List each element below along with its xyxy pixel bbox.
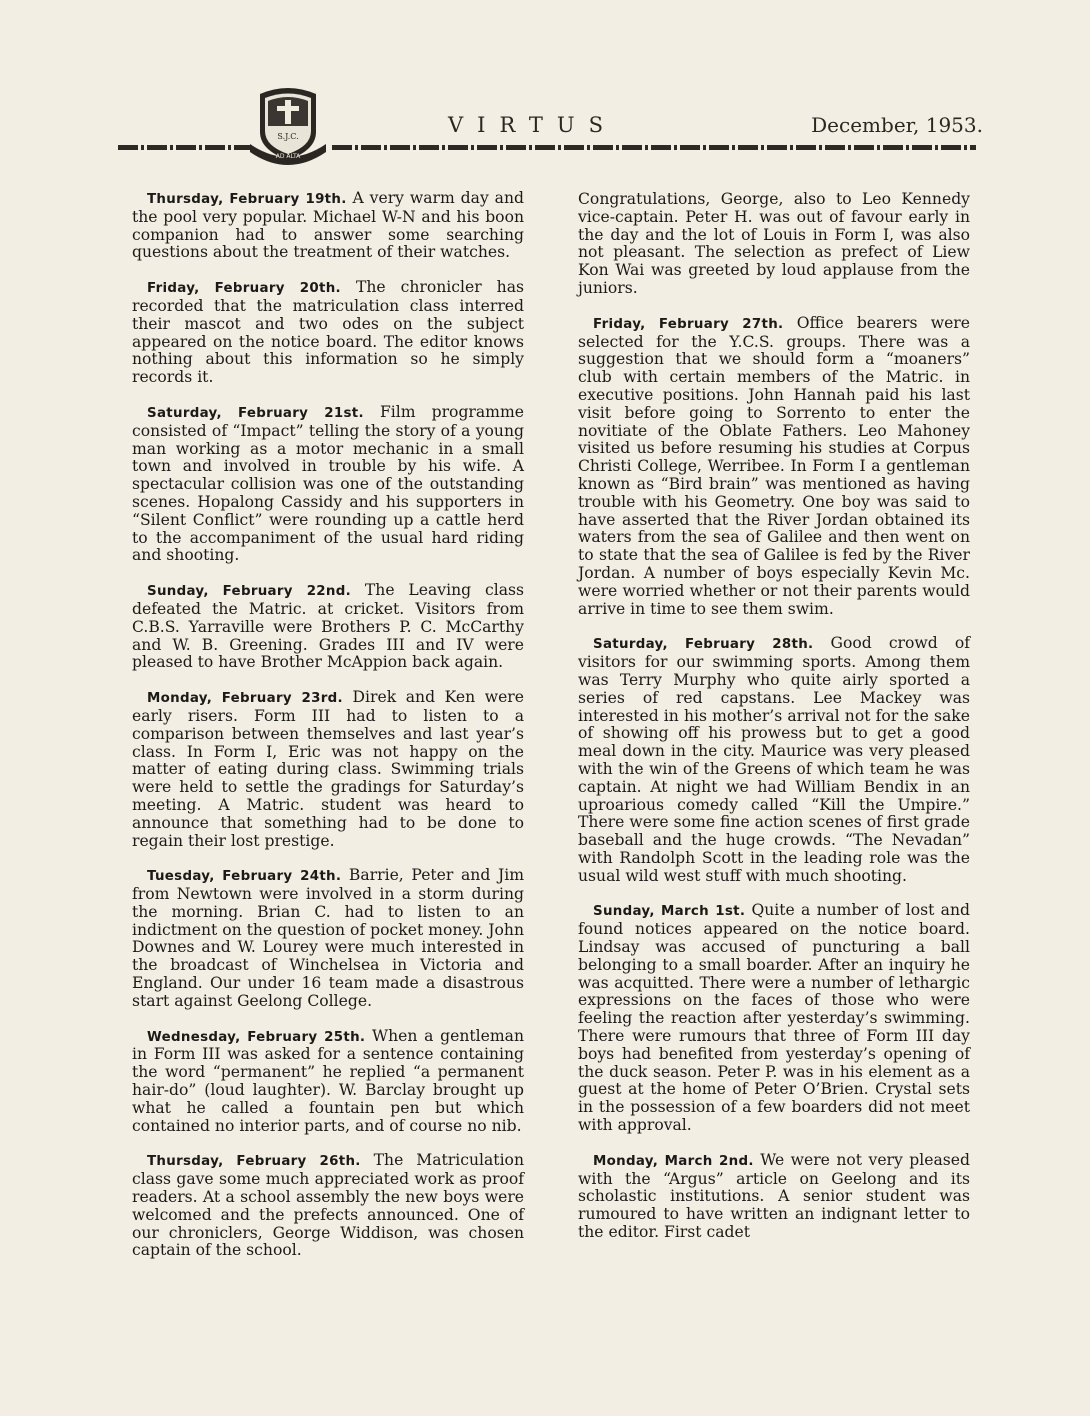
diary-entry [132,689,524,850]
diary-entry [578,635,970,885]
entry-text: Quite a number of lost and found notices appeared on the notice board. Lindsay was accused of puncturing a ball belonging to a small boarder. After an inquiry he was acquitted. There were a number of lethargic expressions on the faces of those who were feeling the reaction after yesterday’s swimming. There were rumours that three of Form III day boys had benefited from yesterday’s opening of the duck season. Peter P. was in his element as a guest at the home of Peter O’Brien. Crystal sets in the possession of a few boarders did not meet with approval. [578,901,970,1135]
entry-date: Sunday, February 22nd. [147,584,352,600]
entry-date: Saturday, February 28th. [593,637,814,653]
diary-entry [578,315,970,619]
entry-text: The chronicler has recorded that the matriculation class interred their mascot and two odes on the subject appeared on the notice board. The editor knows nothing about this information so he simply records it. [132,278,525,387]
crest-motto: AD ALTA [275,153,301,160]
magazine-title: VIRTUS [448,113,617,137]
entry-text: A very warm day and the pool very popular. Michael W-N and his boon companion had to answer some searching questions about the treatment of their watches. [132,189,524,262]
entry-text: Film programme consisted of “Impact” telling the story of a young man working as a motor mechanic in a small town and involved in trouble by his wife. A spectacular collision was one of the outstanding scenes. Hopalong Cassidy and his supporters in “Silent Conflict” were rounding up a cattle herd to the accompaniment of the usual hard riding and shooting. [132,402,524,565]
diary-entry [132,582,524,672]
entry-text: The Matriculation class gave some much appreciated work as proof readers. At a school assembly the new boys were welcomed and the prefects announced. One of our chroniclers, George Widdison, was chosen captain of the school. [132,1151,524,1260]
diary-entry [132,190,524,262]
diary-entry [132,279,524,387]
entry-date: Saturday, February 21st. [147,405,364,421]
diary-entry [132,404,524,565]
entry-date: Thursday, February 19th. [147,192,347,207]
diary-entry [132,1028,524,1136]
entry-text: Office bearers were selected for the Y.C.S. groups. There was a suggestion that we should form a “moaners” club with certain members of the Matric. in executive positions. John Hannah paid his last visit before going to Sorrento to enter the novitiate of the Oblate Fathers. Leo Mahoney visited us before resuming his studies at Corpus Christi College, Werribee. In Form I a gentleman known as “Bird brain” was mentioned as having trouble with his Geometry. One boy was said to have asserted that the River Jordan obtained its waters from the sea of Galilee and then went on to state that the sea of Galilee is fed by the River Jordan. A number of boys especially Kevin Mc. were worried whether or not their parents would arrive in time to see them swim. [578,313,970,618]
continued-paragraph: Congratulations, George, also to Leo Kennedy vice-captain. Peter H. was out of favour early in the day and the lot of Louis in Form I, was also not pleasant. The selection as prefect of Liew Kon Wai was greeted by loud applause from the juniors. [578,190,970,297]
school-crest-icon [246,86,330,166]
entry-date: Monday, March 2nd. [593,1153,754,1169]
entry-text: The Leaving class defeated the Matric. at cricket. Visitors from C.B.S. Yarraville were Brothers P. C. McCarthy and W. B. Greening. Grades III and IV were pleased to have Brother McAppion back again. [132,581,524,672]
decorative-rule-left [118,145,250,150]
diary-entry [132,1152,524,1260]
decorative-rule-right [332,145,976,150]
entry-date: Thursday, February 26th. [147,1154,361,1170]
entry-date: Friday, February 20th. [147,281,341,297]
page-header [0,0,1090,170]
entry-text: When a gentleman in Form III was asked for a sentence containing the word “permanent” he replied “a permanent hair-do” (loud laughter). W. Barclay brought up what he called a fountain pen but which contained no interior parts, and of course no nib. [132,1026,524,1135]
entry-date: Monday, February 23rd. [147,691,343,707]
entry-text: Good crowd of visitors for our swimming sports. Among them was Terry Murphy who quite airly sported a series of red capstans. Lee Mackey was interested in his mother’s arrival not for the sake of showing off his prowess but to get a good meal down in the city. Maurice was very pleased with the win of the Greens of which team he was captain. At night we had William Bendix in an uproarious comedy called “Kill the Umpire.” There were some fine action scenes of first grade baseball and the huge crowds. “The Nevadan” with Randolph Scott in the leading role was the usual wild west stuff with much shooting. [578,634,970,885]
right-column [578,191,970,1259]
entry-date: Friday, February 27th. [593,316,784,332]
entry-text: We were not very pleased with the “Argus” article on Geelong and its scholastic institutions. A senior student was rumoured to have written an indignant letter to the editor. First cadet [578,1150,970,1242]
diary-entry [132,867,524,1010]
issue-date: December, 1953. [811,113,983,137]
crest-initials: S.J.C. [277,132,299,141]
entry-date: Tuesday, February 24th. [147,869,342,885]
left-column [132,190,524,1277]
entry-date: Sunday, March 1st. [593,904,746,920]
entry-date: Wednesday, February 25th. [147,1029,366,1045]
diary-entry [578,1152,970,1242]
diary-entry [578,902,970,1134]
entry-text: Direk and Ken were early risers. Form III had to listen to a comparison between themselves and last year’s class. In Form I, Eric was not happy on the matter of eating during class. Swimming trials were held to settle the gradings for Saturday’s meeting. A Matric. student was heard to announce that something had to be done to regain their lost prestige. [132,688,524,850]
entry-text: Barrie, Peter and Jim from Newtown were involved in a storm during the morning. Brian C. had to listen to an indictment on the question of pocket money. John Downes and W. Lourey were much interested in the broadcast of Winchelsea in Victoria and England. Our under 16 team made a disastrous start against Geelong College. [132,866,525,1010]
